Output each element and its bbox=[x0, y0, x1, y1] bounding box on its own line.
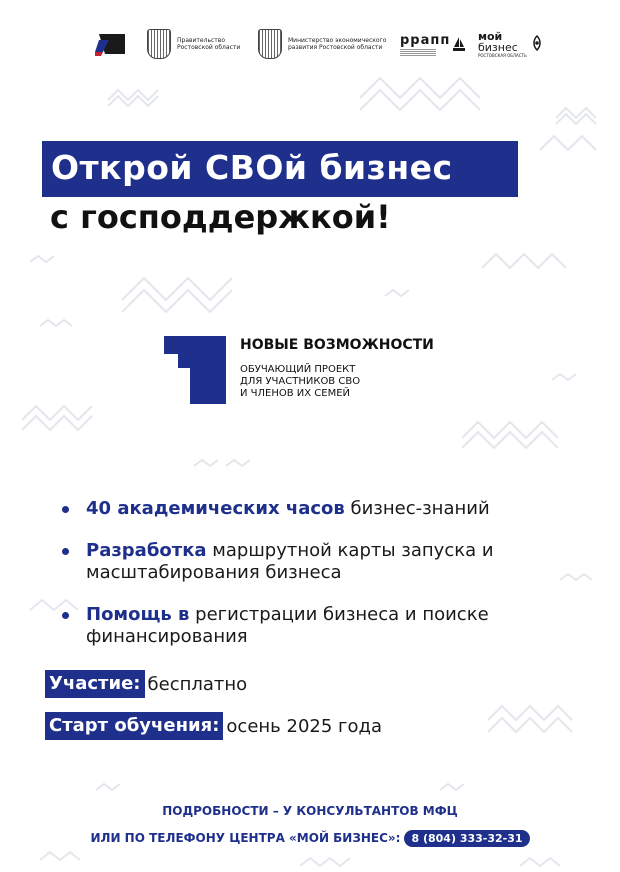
headline-line-1: Открой СВОй бизнес bbox=[51, 148, 453, 187]
partner-logo-ministry bbox=[258, 22, 386, 66]
partner-logo-moy-biznes bbox=[478, 22, 544, 66]
bullet-highlight: Разработка bbox=[86, 540, 207, 561]
participation-line bbox=[45, 670, 247, 698]
benefits-list bbox=[58, 498, 578, 668]
partner-logo-rrapp bbox=[400, 22, 466, 66]
headline-line-2: с господдержкой! bbox=[50, 198, 391, 236]
list-item bbox=[58, 498, 578, 520]
start-value: осень 2025 года bbox=[226, 715, 382, 737]
partner-logos bbox=[0, 22, 620, 66]
footer-text: ИЛИ ПО ТЕЛЕФОНУ ЦЕНТРА «МОЙ БИЗНЕС»: bbox=[90, 831, 401, 845]
partner-name-line: Ростовской области bbox=[177, 44, 241, 51]
partner-name-line: развития Ростовской области bbox=[288, 44, 383, 51]
partner-name-line: мой bbox=[478, 29, 503, 43]
crest-icon bbox=[258, 29, 282, 59]
project-logo-icon bbox=[164, 336, 226, 404]
ship-icon bbox=[452, 35, 466, 53]
crest-icon bbox=[147, 29, 171, 59]
bullet-highlight: 40 академических часов bbox=[86, 498, 345, 519]
partner-name-line: Правительство bbox=[177, 37, 225, 44]
start-label: Старт обучения: bbox=[45, 712, 223, 740]
partner-name-line: Министерство экономического bbox=[288, 37, 387, 44]
footer-line-1: ПОДРОБНОСТИ – У КОНСУЛЬТАНТОВ МФЦ bbox=[162, 804, 458, 818]
partner-logo-government bbox=[147, 22, 240, 66]
bullet-text: бизнес-знаний bbox=[344, 498, 490, 519]
rocket-icon bbox=[530, 35, 544, 53]
list-item bbox=[58, 540, 526, 584]
project-title: НОВЫЕ ВОЗМОЖНОСТИ bbox=[240, 337, 434, 353]
partner-logo-1 bbox=[95, 22, 129, 66]
bullet-text: маршрутной карты запуска и масштабирования бизнеса bbox=[86, 540, 494, 583]
bullet-highlight: Помощь в bbox=[86, 604, 190, 625]
bullet-text: регистрации бизнеса и поиске финансирования bbox=[86, 604, 489, 647]
bullet-dot-icon bbox=[62, 506, 69, 513]
phone-badge[interactable]: 8 (804) 333-32-31 bbox=[404, 830, 529, 847]
project-subtitle-line: ДЛЯ УЧАСТНИКОВ СВО bbox=[240, 376, 361, 387]
participation-label: Участие: bbox=[45, 670, 145, 698]
partner-name: ррапп bbox=[400, 32, 451, 48]
bullet-dot-icon bbox=[62, 548, 69, 555]
project-subtitle bbox=[240, 364, 360, 400]
start-line bbox=[45, 712, 382, 740]
flag-emblem-icon bbox=[95, 30, 129, 58]
list-item bbox=[58, 604, 556, 648]
partner-name-line: РОСТОВСКАЯ ОБЛАСТЬ bbox=[478, 52, 527, 58]
footer-line-2 bbox=[0, 830, 620, 847]
headline-box bbox=[42, 141, 518, 197]
bullet-dot-icon bbox=[62, 612, 69, 619]
project-subtitle-line: ОБУЧАЮЩИЙ ПРОЕКТ bbox=[240, 364, 356, 375]
project-subtitle-line: И ЧЛЕНОВ ИХ СЕМЕЙ bbox=[240, 388, 351, 399]
participation-value: бесплатно bbox=[147, 673, 248, 695]
partner-name-line: бизнес bbox=[478, 40, 518, 54]
